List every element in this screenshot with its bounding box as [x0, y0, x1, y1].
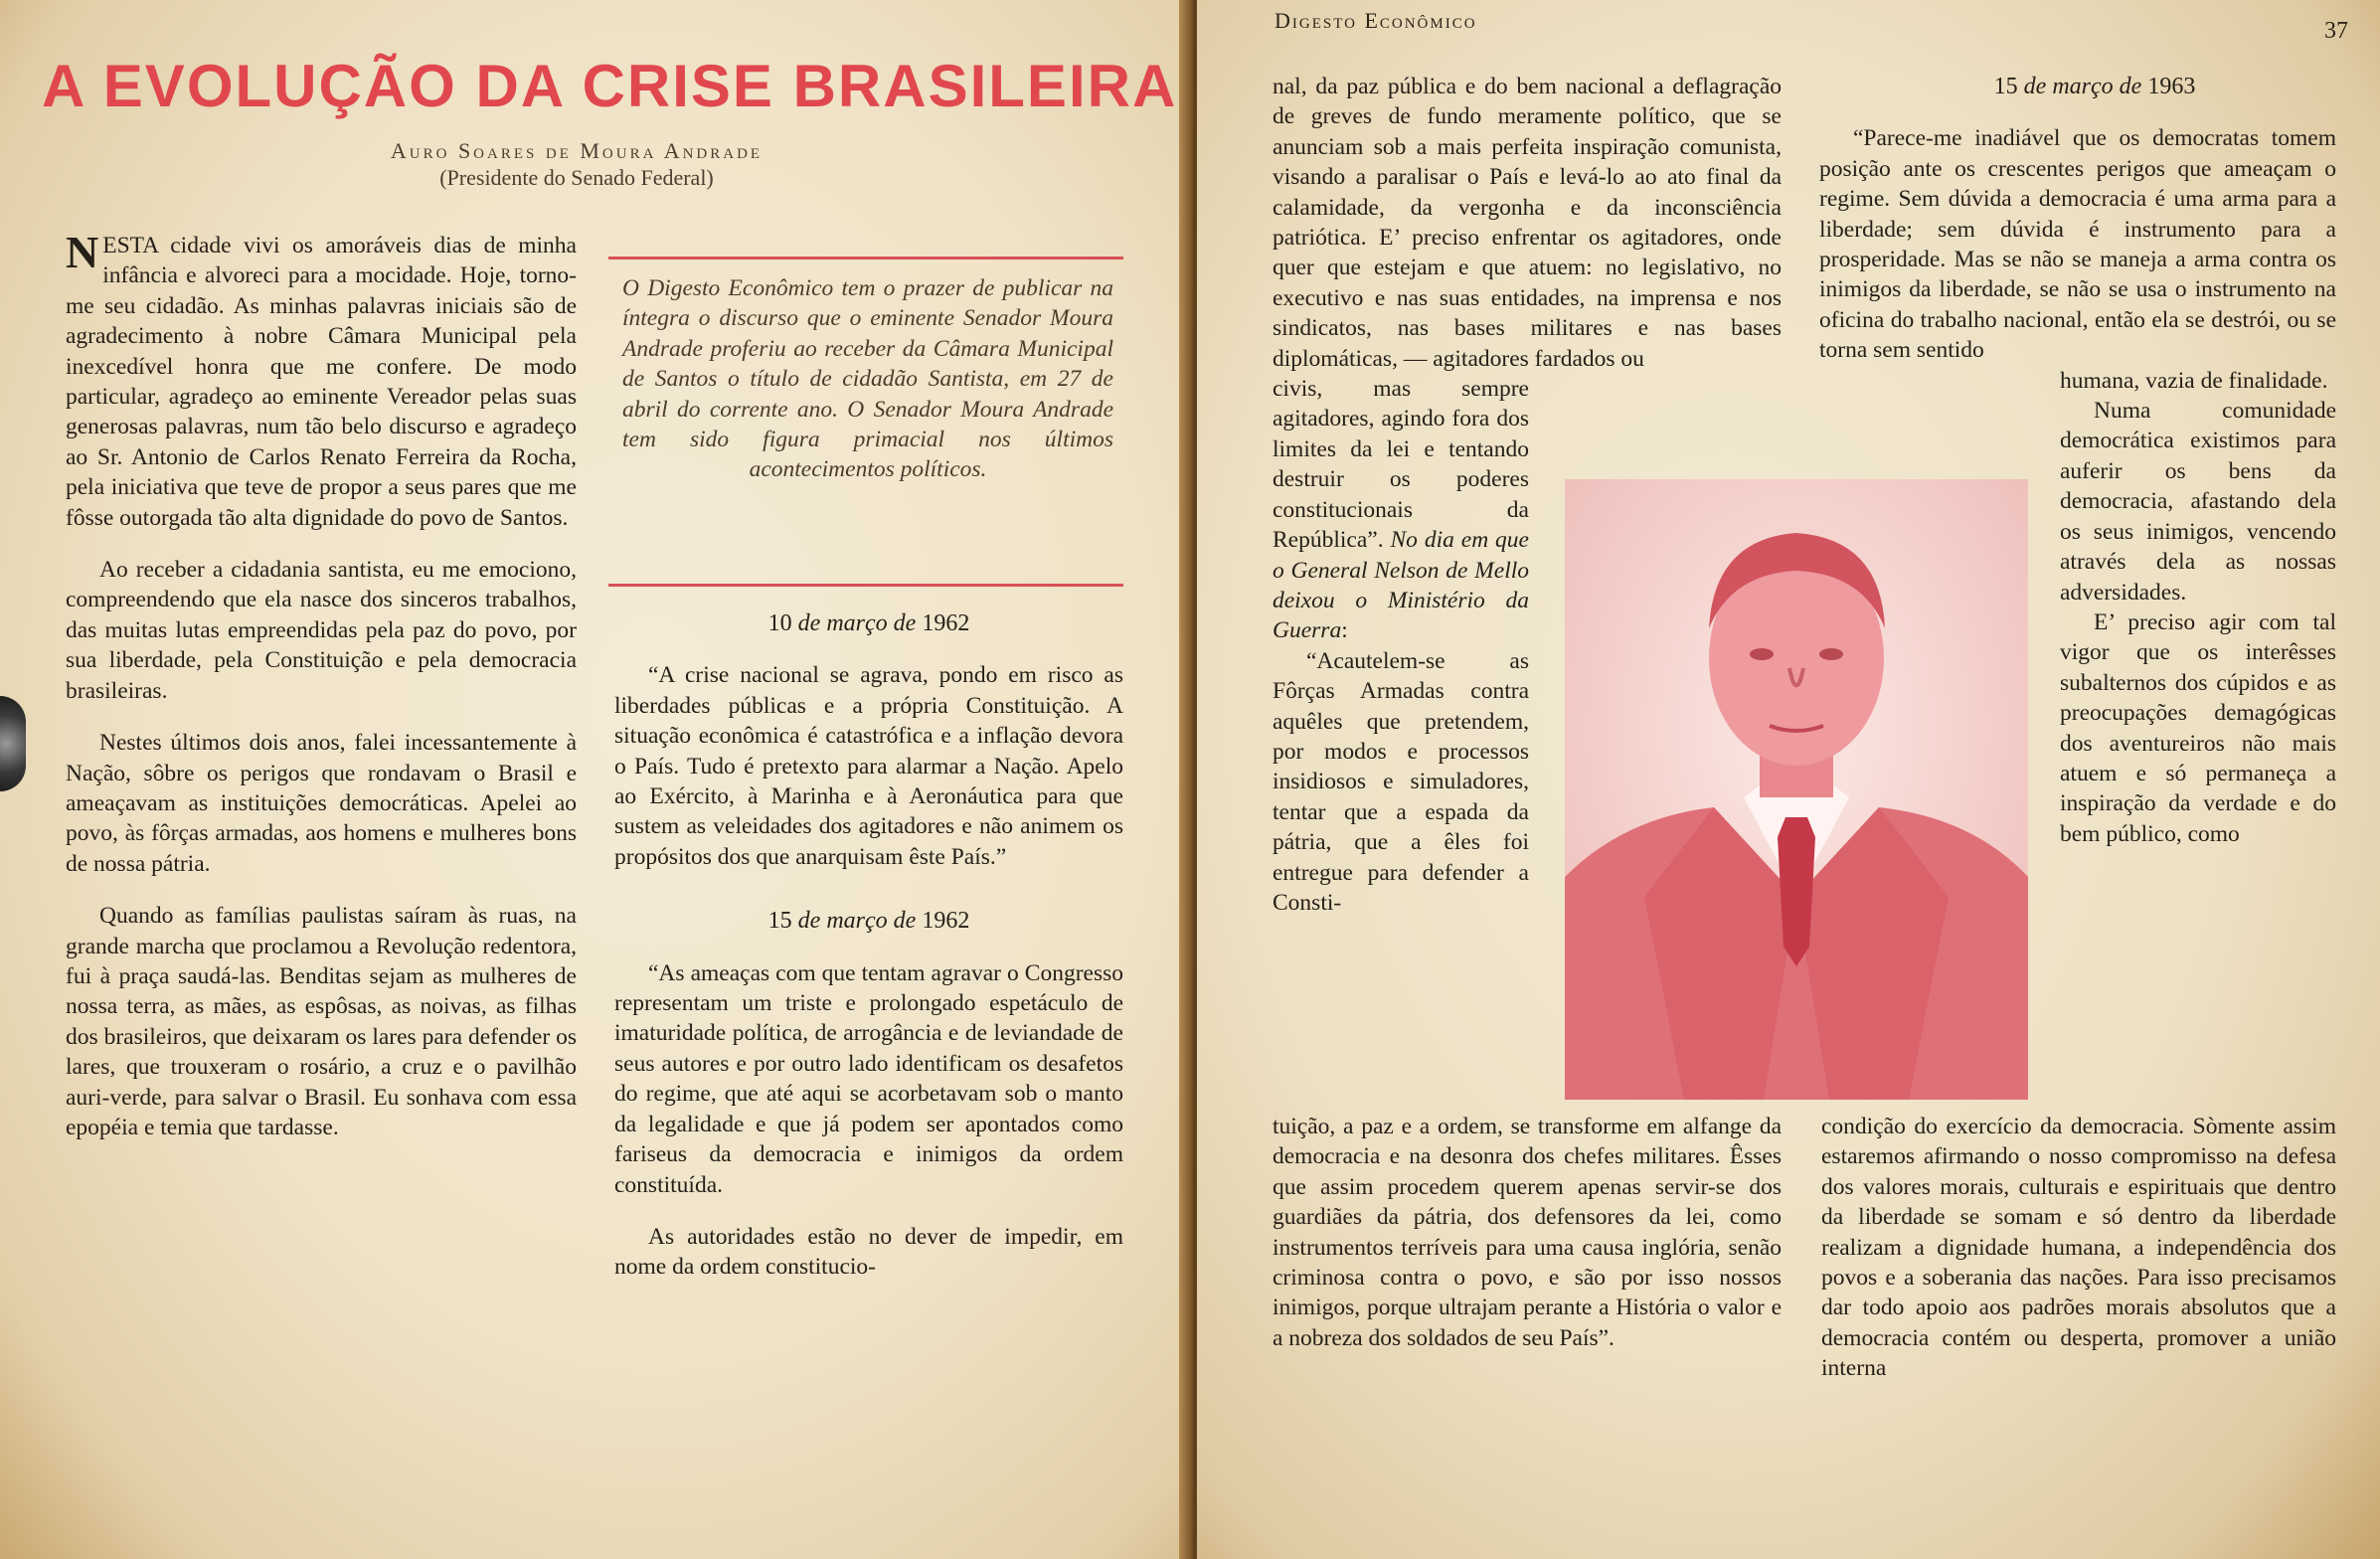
paragraph: “Parece-me inadiável que os democratas tomem posição ante os crescentes perigos que ameaçam o regime. Sem dúvida a democracia é uma arma para a liberdade; sem dúvida é instrumento para a prosperidade. Mas se não se maneja a arma contra os inimigos da liberdade, se não se usa o instrumento na oficina do trabalho nacional, então ela se destrói, ou se torna sem sentido: [1819, 125, 2336, 364]
right-column-2-lower: [1821, 1112, 2336, 1406]
binder-ring: [0, 696, 26, 791]
paragraph: “A crise nacional se agrava, pondo em risco as liberdades públicas e a própria Constituição. A situação econômica é catastrófica e a inflação devora o País. Tudo é pretexto para alarmar a Nação. Apelo ao Exército, à Marinha e à Aeronáutica para que sustem as veleidades dos agitadores e não animem os propósitos dos que anarquisam êste País.”: [614, 662, 1123, 870]
author-role: (Presidente do Senado Federal): [439, 165, 714, 190]
paragraph: Nestes últimos dois anos, falei incessantemente à Nação, sôbre os perigos que rondavam o Brasil e ameaçavam as instituições democráticas. Apelei ao povo, às fôrças armadas, aos homens e mulheres bons de nossa pátria.: [66, 730, 577, 877]
drop-cap: N: [66, 227, 99, 277]
date-heading: 15 de março de 1962: [767, 908, 970, 935]
right-column-2: [1819, 72, 2336, 849]
date-heading: 15 de março de 1963: [1993, 74, 2196, 99]
author-name: Auro Soares de Moura Andrade: [390, 138, 764, 163]
editor-note: O Digesto Econômico tem o prazer de publicar na íntegra o discurso que o eminente Senador Moura Andrade proferiu ao receber da Câmara Municipal de Santos o título de cidadão Santista, em 27 de abril do corrente ano. O Senador Moura Andrade tem sido figura primacial nos últimos acontecimentos políticos.: [622, 275, 1113, 483]
left-column-1: [66, 227, 577, 1164]
paragraph: “Acautelem-se as Fôrças Armadas contra aquêles que pretendem, por modos e processos insidiosos e simuladores, tentar que a espada da pátria, que a êles foi entregue para defender a Consti-: [1273, 647, 1529, 916]
right-column-1-lower: [1273, 1112, 1782, 1375]
paragraph: nal, da paz pública e do bem nacional a deflagração de greves de fundo meramente político, que se anunciam sob a mais perfeita inspiração comunista, visando a paralisar o País e levá-lo ao ato final da calamidade, da vergonha e da inconsciência patriótica. E’ preciso enfrentar os agitadores, onde quer que estejam e que atuem: no legislativo, no executivo e nas suas entidades, na imprensa e nos sindicatos, nas bases militares e nas bases diplomáticas, — agitadores fardados ou: [1273, 74, 1782, 372]
page-number: 37: [2324, 18, 2348, 44]
paragraph: humana, vazia de finalidade.: [2060, 367, 2328, 394]
left-column-2: [614, 608, 1123, 1304]
editor-note-box: [608, 257, 1123, 587]
paragraph: Quando as famílias paulistas saíram às ruas, na grande marcha que proclamou a Revolução redentora, fui à praça saudá-las. Benditas sejam as mulheres de nossa terra, as mães, as espôsas, as noivas, as filhas dos brasileiros, que deixaram os lares para defender os lares, que trouxeram o rosário, a cruz e o pavilhão auri-verde, para salvar o Brasil. Eu sonhava com essa epopéia e temia que tardasse.: [66, 903, 577, 1140]
date-heading: 10 de março de 1962: [767, 610, 970, 636]
right-page: [1197, 0, 2380, 1559]
paragraph: tuição, a paz e a ordem, se transforme em alfange da democracia e na desonra dos chefes militares. Êsses que assim procedem querem apenas servir-se dos guardiães da pátria, dos defensores da lei, como instrumentos terríveis para uma causa inglória, senão criminosa contra o povo, e são por isso nossos inimigos, porque ultrajam perante a História o valor e a nobreza dos soldados de seu País”.: [1273, 1114, 1782, 1351]
paragraph: condição do exercício da democracia. Sòmente assim estaremos afirmando o nosso compromisso na defesa dos valores morais, culturais e espirituais que dentro da liberdade se somam e só dentro da liberdade realizam a dignidade humana, a independência dos povos e a soberania das nações. Para isso precisamos dar todo apoio aos padrões morais absolutos que a democracia contém ou desperta, promover a união interna: [1821, 1114, 2336, 1382]
left-page: [0, 0, 1189, 1559]
paragraph: civis, mas sempre agitadores, agindo fora dos limites da lei e tentando destruir os poderes constitucionais da República”. No dia em que o General Nelson de Mello deixou o Ministério da Guerra:: [1273, 376, 1529, 644]
paragraph: Ao receber a cidadania santista, eu me emociono, compreendendo que ela nasce dos sinceros trabalhos, das muitas lutas empreendidas pela paz do povo, por sua liberdade, pela Constituição e pela democracia brasileiras.: [66, 557, 577, 704]
running-head: Digesto Econômico: [1275, 8, 1477, 33]
paragraph: E’ preciso agir com tal vigor que os interêsses subalternos dos cúpidos e as preocupações demagógicas dos aventureiros não mais atuem e só permaneça a inspiração da verdade e do bem público, como: [2060, 608, 2336, 847]
paragraph: NESTA cidade vivi os amoráveis dias de minha infância e alvoreci para a mocidade. Hoje, torno-me seu cidadão. As minhas palavras iniciais são de agradecimento à nobre Câmara Municipal pela inexcedível honra que me confere. De modo particular, agradeço ao eminente Vereador pelas suas generosas palavras, num tão belo discurso e agradeço ao Sr. Antonio de Carlos Renato Ferreira da Rocha, pela iniciativa que teve de propor a seus pares que me fôsse outorgada tão alta dignidade do povo de Santos.: [66, 227, 577, 531]
paragraph: “As ameaças com que tentam agravar o Congresso representam um triste e prolongado espetáculo de imaturidade política, de arrogância e de leviandade de seus autores e por outro lado identificam os desafetos do regime, que até aqui se acorbetavam sob o manto da legalidade e que já podem ser apontados como fariseus da democracia e inimigos da ordem constituída.: [614, 959, 1123, 1198]
paragraph: As autoridades estão no dever de impedir, em nome da ordem constitucio-: [614, 1223, 1123, 1281]
article-title: A EVOLUÇÃO DA CRISE BRASILEIRA: [42, 53, 1178, 119]
paragraph: Numa comunidade democrática existimos para auferir os bens da democracia, afastando dela os seus inimigos, vencendo através dela as nossas adversidades.: [2060, 398, 2336, 606]
byline: [278, 137, 875, 191]
